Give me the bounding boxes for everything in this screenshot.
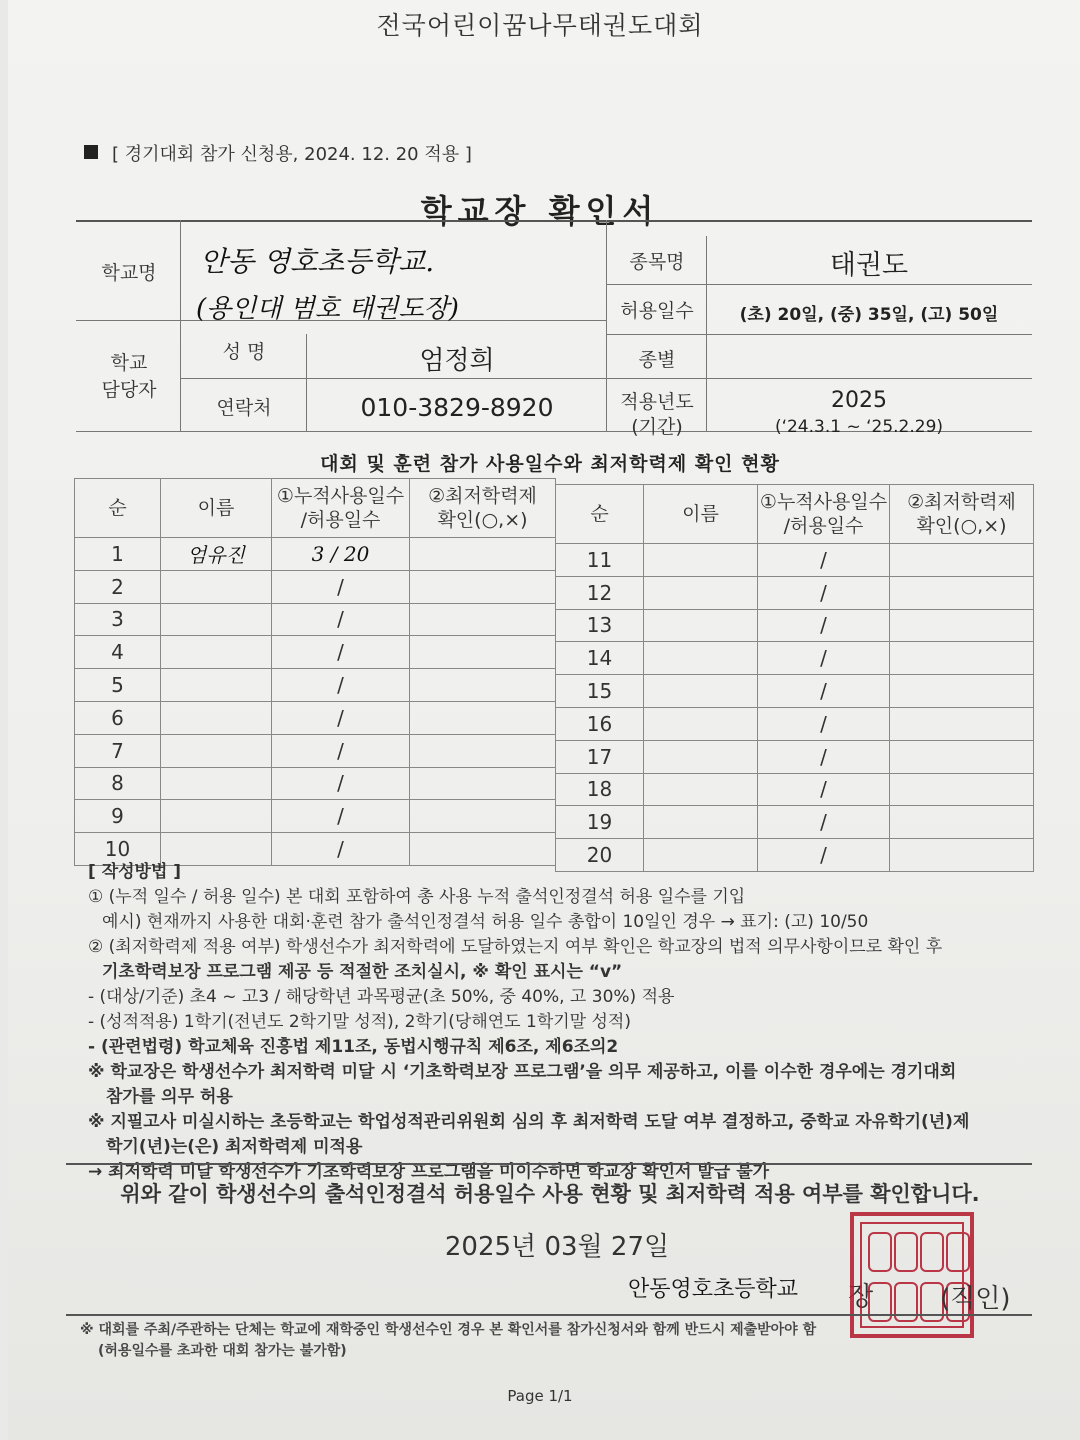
grid-line (606, 284, 1032, 285)
row-check-cell[interactable] (890, 544, 1034, 577)
row-check-cell[interactable] (890, 609, 1034, 642)
row-number-cell[interactable]: 19 (556, 806, 644, 839)
year-label-2: (기간) (631, 416, 683, 438)
instructions-heading: [ 작성방법 ] (88, 862, 182, 882)
row-name-cell[interactable] (644, 609, 758, 642)
col-check-line1: ②최저학력제 (428, 485, 537, 507)
row-name-cell[interactable] (644, 806, 758, 839)
row-check-cell[interactable] (890, 642, 1034, 675)
row-name-cell[interactable] (161, 636, 272, 669)
row-number-cell[interactable]: 6 (75, 701, 161, 734)
instruction-line: ※ 지필고사 미실시하는 초등학교는 학업성적관리위원회 심의 후 최저학력 도달 여부 결정하고, 중학교 자유학기(년)제 (88, 1112, 970, 1132)
instruction-line: 학기(년)는(은) 최저학력제 미적용 (106, 1137, 363, 1157)
footer-note (80, 1320, 1040, 1362)
row-check-cell[interactable] (890, 707, 1034, 740)
table-row (75, 701, 556, 734)
row-name-cell[interactable] (161, 734, 272, 767)
instruction-line: 참가를 의무 허용 (106, 1087, 233, 1107)
grid-line (180, 220, 181, 431)
year-value: 2025 (831, 388, 887, 413)
row-days-cell[interactable]: / (758, 773, 890, 806)
row-check-cell[interactable] (410, 636, 556, 669)
table-row (556, 773, 1034, 806)
row-name-cell[interactable] (161, 603, 272, 636)
row-number-cell[interactable]: 8 (75, 767, 161, 800)
row-check-cell[interactable] (410, 767, 556, 800)
row-number-cell[interactable]: 20 (556, 839, 644, 872)
instruction-line: ※ 학교장은 학생선수가 최저학력 미달 시 ‘기초학력보장 프로그램’을 의무 제공하고, 이를 이수한 경우에는 경기대회 (88, 1062, 957, 1082)
table-row (75, 669, 556, 702)
row-days-cell[interactable]: / (272, 570, 410, 603)
row-number-cell[interactable]: 18 (556, 773, 644, 806)
instruction-line: 기초학력보장 프로그램 제공 등 적절한 조치실시, ※ 확인 표시는 “v” (102, 962, 623, 982)
row-name-cell[interactable] (161, 800, 272, 833)
table-row (75, 734, 556, 767)
instruction-line: → 최저학력 미달 학생선수가 기초학력보장 프로그램을 미이수하면 학교장 확인서 발급 불가 (88, 1162, 770, 1182)
instruction-line: ② (최저학력제 적용 여부) 학생선수가 최저학력에 도달하였는지 여부 확인은 학교장의 법적 의무사항이므로 확인 후 (88, 937, 943, 957)
row-number-cell[interactable]: 1 (75, 538, 161, 571)
school-dojang-handwritten: (용인대 범호 태권도장) (196, 294, 459, 324)
roster-table-left (74, 478, 556, 866)
form-note (84, 140, 472, 166)
confirmation-statement: 위와 같이 학생선수의 출석인정결석 허용일수 사용 현황 및 최저학력 적용 여부를 확인합니다. (120, 1182, 980, 1206)
grid-line (606, 220, 607, 431)
category-label: 종별 (638, 349, 676, 371)
col-days-line1: ①누적사용일수 (759, 491, 888, 513)
row-number-cell[interactable]: 15 (556, 675, 644, 708)
status-title: 대회 및 훈련 참가 사용일수와 최저학력제 확인 현황 (320, 453, 780, 475)
table-row (556, 806, 1034, 839)
col-check-line2: 확인(○,×) (916, 515, 1007, 537)
row-check-cell[interactable] (890, 806, 1034, 839)
table-row (75, 636, 556, 669)
allowed-days-label: 허용일수 (620, 300, 694, 322)
col-days-line2: /허용일수 (783, 515, 864, 537)
row-number-cell[interactable]: 11 (556, 544, 644, 577)
name-label: 성 명 (222, 341, 266, 363)
manager-label-2: 담당자 (101, 379, 157, 401)
col-check-header (410, 479, 556, 538)
row-check-cell[interactable] (410, 701, 556, 734)
event-title: 전국어린이꿈나무태권도대회 (376, 11, 704, 40)
grid-line (306, 334, 307, 431)
roster-table-right (555, 484, 1034, 872)
row-days-cell[interactable]: / (758, 576, 890, 609)
col-days-line1: ①누적사용일수 (276, 485, 405, 507)
contact-value: 010-3829-8920 (360, 393, 554, 422)
row-name-cell[interactable] (161, 767, 272, 800)
row-days-cell[interactable]: / (758, 609, 890, 642)
row-name-cell[interactable] (644, 740, 758, 773)
row-name-cell[interactable] (644, 642, 758, 675)
row-number-cell[interactable]: 5 (75, 669, 161, 702)
divider (66, 1314, 1032, 1316)
name-value: 엄정희 (419, 346, 495, 376)
row-name-cell[interactable] (161, 570, 272, 603)
instruction-line: - (관련법령) 학교체육 진흥법 제11조, 동법시행규칙 제6조, 제6조의2 (88, 1037, 619, 1057)
roster-body-right (556, 544, 1034, 872)
row-days-cell[interactable]: / (758, 544, 890, 577)
col-days-header (758, 485, 890, 544)
roster-body-left (75, 538, 556, 866)
row-days-cell[interactable]: / (758, 839, 890, 872)
row-days-cell[interactable]: / (758, 740, 890, 773)
row-name-cell[interactable] (644, 544, 758, 577)
row-number-cell[interactable]: 3 (75, 603, 161, 636)
row-number-cell[interactable]: 4 (75, 636, 161, 669)
document-title: 학교장 확인서 (420, 192, 660, 230)
row-days-cell[interactable]: / (272, 734, 410, 767)
row-days-cell[interactable]: / (272, 636, 410, 669)
col-name-header: 이름 (644, 485, 758, 544)
table-row (556, 609, 1034, 642)
school-signature-handwritten: 안동영호초등학교 (628, 1277, 799, 1302)
official-seal-label: (직인) (940, 1284, 1011, 1314)
row-check-cell[interactable] (410, 538, 556, 571)
row-name-cell[interactable] (161, 701, 272, 734)
row-check-cell[interactable] (410, 800, 556, 833)
row-number-cell[interactable]: 12 (556, 576, 644, 609)
event-value: 태권도 (829, 250, 909, 281)
col-check-header (890, 485, 1034, 544)
col-check-line2: 확인(○,×) (437, 509, 528, 531)
row-number-cell[interactable]: 7 (75, 734, 161, 767)
row-name-cell[interactable] (644, 576, 758, 609)
row-check-cell[interactable] (410, 734, 556, 767)
row-number-cell[interactable]: 14 (556, 642, 644, 675)
manager-label-1: 학교 (110, 352, 148, 374)
row-check-cell[interactable] (890, 740, 1034, 773)
row-check-cell[interactable] (890, 773, 1034, 806)
table-row (556, 642, 1034, 675)
row-name-cell[interactable] (161, 669, 272, 702)
table-header-row (556, 485, 1034, 544)
table-row (75, 570, 556, 603)
year-label-1: 적용년도 (620, 391, 694, 413)
instructions (88, 860, 1038, 1185)
form-note-text: [ 경기대회 참가 신청용, 2024. 12. 20 적용 ] (112, 144, 472, 165)
instruction-line: 예시) 현재까지 사용한 대회·훈련 참가 출석인정결석 허용 일수 총합이 10일인 경우 → 표기: (고) 10/50 (102, 912, 869, 932)
row-check-cell[interactable] (890, 675, 1034, 708)
instruction-line: ① (누적 일수 / 허용 일수) 본 대회 포함하여 총 사용 누적 출석인정결석 허용 일수를 기입 (88, 887, 746, 907)
row-days-cell[interactable]: 3 / 20 (272, 538, 410, 571)
row-check-cell[interactable] (890, 576, 1034, 609)
col-days-header (272, 479, 410, 538)
year-period: (‘24.3.1 ~ ‘25.2.29) (774, 417, 944, 437)
row-days-cell[interactable]: / (758, 675, 890, 708)
table-row (556, 707, 1034, 740)
row-name-cell[interactable] (644, 707, 758, 740)
issue-date: 2025년 03월 27일 (444, 1232, 670, 1262)
table-row (556, 544, 1034, 577)
col-name-header: 이름 (161, 479, 272, 538)
contact-label: 연락처 (216, 397, 272, 419)
table-row (556, 740, 1034, 773)
school-label: 학교명 (101, 262, 157, 284)
row-days-cell[interactable]: / (272, 767, 410, 800)
instruction-line: - (성적적용) 1학기(전년도 2학기말 성적), 2학기(당해연도 1학기말 성적) (88, 1012, 631, 1032)
row-check-cell[interactable] (410, 669, 556, 702)
row-days-cell[interactable]: / (758, 806, 890, 839)
row-days-cell[interactable]: / (758, 707, 890, 740)
allowed-days-value: (초) 20일, (중) 35일, (고) 50일 (739, 305, 999, 325)
col-no-header: 순 (75, 479, 161, 538)
grid-line (76, 220, 1032, 222)
table-row (75, 800, 556, 833)
row-days-cell[interactable]: / (272, 603, 410, 636)
footer-note-line: ※ 대회를 주최/주관하는 단체는 학교에 재학중인 학생선수인 경우 본 확인서를 참가신청서와 함께 반드시 제출받아야 함 (80, 1322, 817, 1338)
instruction-line: - (대상/기준) 초4 ~ 고3 / 해당학년 과목평균(초 50%, 중 40%, 고 30%) 적용 (88, 987, 675, 1007)
school-name-handwritten: 안동 영호초등학교. (200, 245, 435, 278)
page-number: Page 1/1 (507, 1387, 573, 1405)
footer-note-line: (허용일수를 초과한 대회 참가는 불가함) (98, 1343, 347, 1359)
row-number-cell[interactable]: 17 (556, 740, 644, 773)
event-label: 종목명 (629, 251, 685, 273)
table-row (556, 675, 1034, 708)
row-check-cell[interactable] (410, 603, 556, 636)
row-number-cell[interactable]: 9 (75, 800, 161, 833)
table-row (75, 538, 556, 571)
grid-line (606, 334, 1032, 335)
table-row (75, 603, 556, 636)
row-days-cell[interactable]: / (272, 800, 410, 833)
table-header-row (75, 479, 556, 538)
table-row (75, 767, 556, 800)
principal-title: 장 (848, 1282, 874, 1312)
row-name-cell[interactable] (644, 773, 758, 806)
row-days-cell[interactable]: / (272, 669, 410, 702)
col-check-line1: ②최저학력제 (907, 491, 1016, 513)
row-name-cell[interactable] (644, 675, 758, 708)
row-number-cell[interactable]: 10 (75, 833, 161, 866)
row-number-cell[interactable]: 13 (556, 609, 644, 642)
col-days-line2: /허용일수 (300, 509, 381, 531)
row-number-cell[interactable]: 16 (556, 707, 644, 740)
row-number-cell[interactable]: 2 (75, 570, 161, 603)
col-no-header: 순 (556, 485, 644, 544)
row-check-cell[interactable] (410, 570, 556, 603)
table-row (556, 576, 1034, 609)
row-days-cell[interactable]: / (272, 701, 410, 734)
row-days-cell[interactable]: / (272, 833, 410, 866)
row-name-cell[interactable]: 엄유진 (161, 538, 272, 571)
row-days-cell[interactable]: / (758, 642, 890, 675)
square-bullet-icon (84, 145, 98, 159)
divider (66, 1163, 1032, 1165)
